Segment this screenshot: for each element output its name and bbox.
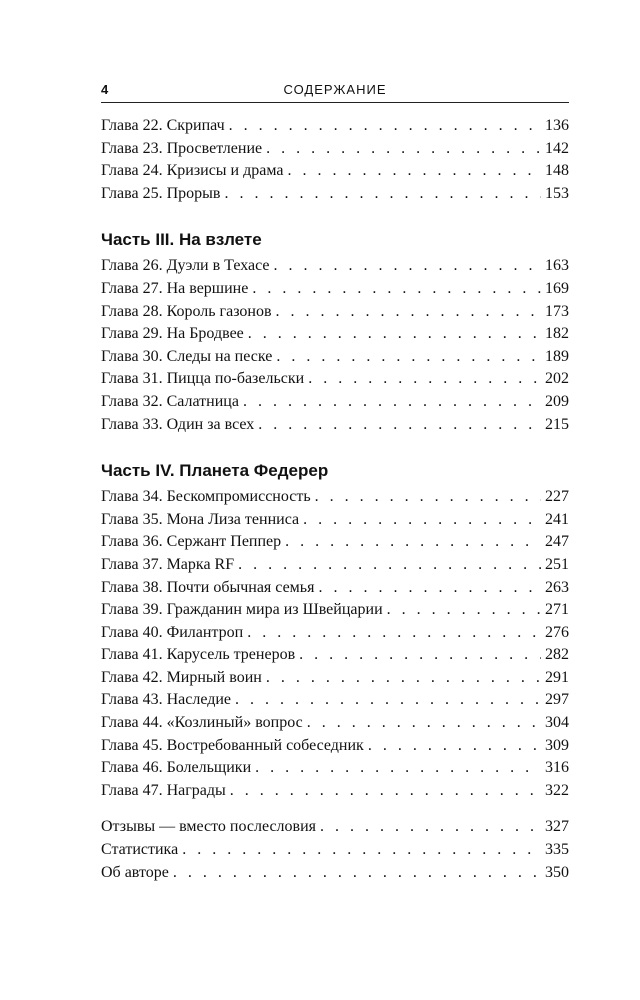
toc-entry-page: 276 [545, 623, 569, 641]
dot-leader [230, 780, 541, 803]
chapter-group-2 [101, 255, 569, 436]
toc-entry-title: Глава 32. Салатница [101, 392, 239, 410]
dot-leader [318, 577, 541, 600]
dot-leader [266, 667, 541, 690]
toc-entry-page: 189 [545, 347, 569, 365]
toc-entry [101, 780, 569, 803]
toc-entry-page: 335 [545, 841, 569, 859]
toc-entry-title: Глава 28. Король газонов [101, 302, 272, 320]
toc-entry [101, 689, 569, 712]
page-number: 4 [101, 82, 109, 97]
toc-entry-page: 142 [545, 139, 569, 157]
dot-leader [173, 862, 541, 885]
toc-entry-title: Глава 27. На вершине [101, 279, 249, 297]
toc-entry-page: 227 [545, 488, 569, 506]
toc-entry-page: 148 [545, 162, 569, 180]
dot-leader [247, 622, 541, 645]
toc-entry-title: Глава 25. Прорыв [101, 184, 221, 202]
toc-entry-title: Глава 45. Востребованный собеседник [101, 736, 364, 754]
toc-entry [101, 862, 569, 885]
toc-entry-title: Статистика [101, 841, 179, 859]
toc-entry [101, 346, 569, 369]
dot-leader [182, 839, 541, 862]
toc-entry [101, 391, 569, 414]
toc-entry-page: 136 [545, 117, 569, 134]
toc-entry [101, 839, 569, 862]
running-title: СОДЕРЖАНИЕ [283, 82, 387, 97]
toc-entry-page: 322 [545, 781, 569, 799]
part-heading-4: Часть IV. Планета Федерер [101, 461, 329, 481]
dot-leader [229, 115, 541, 138]
toc-entry [101, 368, 569, 391]
toc-entry-page: 327 [545, 818, 569, 836]
toc-entry-page: 309 [545, 736, 569, 754]
toc-entry-title: Глава 36. Сержант Пеппер [101, 533, 282, 551]
toc-entry [101, 115, 569, 138]
toc-entry-title: Глава 43. Наследие [101, 691, 232, 709]
toc-entry [101, 509, 569, 532]
toc-entry-title: Глава 34. Бескомпромиссность [101, 488, 311, 506]
toc-entry-title: Глава 46. Болельщики [101, 759, 252, 777]
toc-entry-title: Глава 29. На Бродвее [101, 325, 244, 343]
toc-entry [101, 816, 569, 839]
dot-leader [303, 509, 541, 532]
dot-leader [320, 816, 541, 839]
toc-entry-page: 297 [545, 691, 569, 709]
toc-entry [101, 160, 569, 183]
dot-leader [287, 160, 541, 183]
toc-entry-title: Глава 35. Мона Лиза тенниса [101, 510, 300, 528]
toc-entry-page: 169 [545, 279, 569, 297]
dot-leader [238, 554, 541, 577]
dot-leader [258, 414, 541, 437]
dot-leader [274, 255, 541, 278]
table-of-contents [101, 115, 569, 884]
toc-entry-page: 282 [545, 646, 569, 664]
toc-entry [101, 414, 569, 437]
toc-entry [101, 622, 569, 645]
toc-entry-page: 241 [545, 510, 569, 528]
dot-leader [299, 644, 541, 667]
dot-leader [224, 183, 541, 206]
chapter-group-1 [101, 115, 569, 205]
toc-entry-page: 251 [545, 555, 569, 573]
dot-leader [248, 323, 541, 346]
dot-leader [368, 735, 541, 758]
toc-entry [101, 667, 569, 690]
toc-entry-title: Глава 38. Почти обычная семья [101, 578, 315, 596]
dot-leader [276, 301, 541, 324]
toc-entry-page: 247 [545, 533, 569, 551]
toc-entry-page: 350 [545, 863, 569, 881]
toc-entry [101, 486, 569, 509]
toc-entry-page: 316 [545, 759, 569, 777]
toc-entry-page: 209 [545, 392, 569, 410]
toc-entry-title: Глава 39. Гражданин мира из Швейцарии [101, 601, 383, 619]
dot-leader [252, 278, 541, 301]
toc-entry [101, 577, 569, 600]
toc-entry-title: Глава 30. Следы на песке [101, 347, 273, 365]
dot-leader [276, 346, 541, 369]
toc-entry-page: 263 [545, 578, 569, 596]
dot-leader [285, 531, 541, 554]
dot-leader [235, 689, 541, 712]
toc-entry-title: Глава 40. Филантроп [101, 623, 244, 641]
dot-leader [255, 757, 541, 780]
toc-entry [101, 323, 569, 346]
dot-leader [308, 368, 541, 391]
toc-entry [101, 554, 569, 577]
dot-leader [315, 486, 541, 509]
dot-leader [387, 599, 541, 622]
toc-entry [101, 712, 569, 735]
toc-entry [101, 183, 569, 206]
toc-entry-title: Глава 44. «Козлиный» вопрос [101, 714, 303, 732]
toc-entry [101, 644, 569, 667]
part-heading-3: Часть III. На взлете [101, 230, 262, 250]
toc-entry [101, 757, 569, 780]
toc-entry-title: Глава 24. Кризисы и драма [101, 162, 284, 180]
toc-entry-title: Об авторе [101, 863, 169, 881]
toc-entry-title: Глава 26. Дуэли в Техасе [101, 257, 270, 275]
toc-entry [101, 255, 569, 278]
toc-entry-title: Глава 31. Пицца по-базельски [101, 370, 305, 388]
toc-entry [101, 278, 569, 301]
toc-entry-page: 202 [545, 370, 569, 388]
toc-entry-title: Глава 42. Мирный воин [101, 668, 262, 686]
toc-entry-title: Глава 47. Награды [101, 781, 226, 799]
toc-entry-page: 182 [545, 325, 569, 343]
toc-entry [101, 531, 569, 554]
appendix-group [101, 816, 569, 884]
toc-entry [101, 301, 569, 324]
chapter-group-3 [101, 486, 569, 802]
toc-entry-page: 215 [545, 415, 569, 433]
toc-entry-page: 291 [545, 668, 569, 686]
toc-entry-title: Глава 33. Один за всех [101, 415, 255, 433]
toc-entry-title: Глава 23. Просветление [101, 139, 263, 157]
toc-entry [101, 138, 569, 161]
toc-entry-page: 153 [545, 184, 569, 202]
toc-entry-title: Глава 22. Скрипач [101, 117, 225, 134]
toc-entry-page: 304 [545, 714, 569, 732]
toc-entry [101, 599, 569, 622]
toc-entry-page: 271 [545, 601, 569, 619]
toc-entry-page: 163 [545, 257, 569, 275]
dot-leader [266, 138, 541, 161]
toc-entry-title: Отзывы — вместо послесловия [101, 818, 317, 836]
dot-leader [307, 712, 541, 735]
toc-entry-title: Глава 37. Марка RF [101, 555, 235, 573]
toc-entry [101, 735, 569, 758]
toc-entry-title: Глава 41. Карусель тренеров [101, 646, 296, 664]
dot-leader [243, 391, 541, 414]
toc-entry-page: 173 [545, 302, 569, 320]
page-header [101, 80, 569, 103]
